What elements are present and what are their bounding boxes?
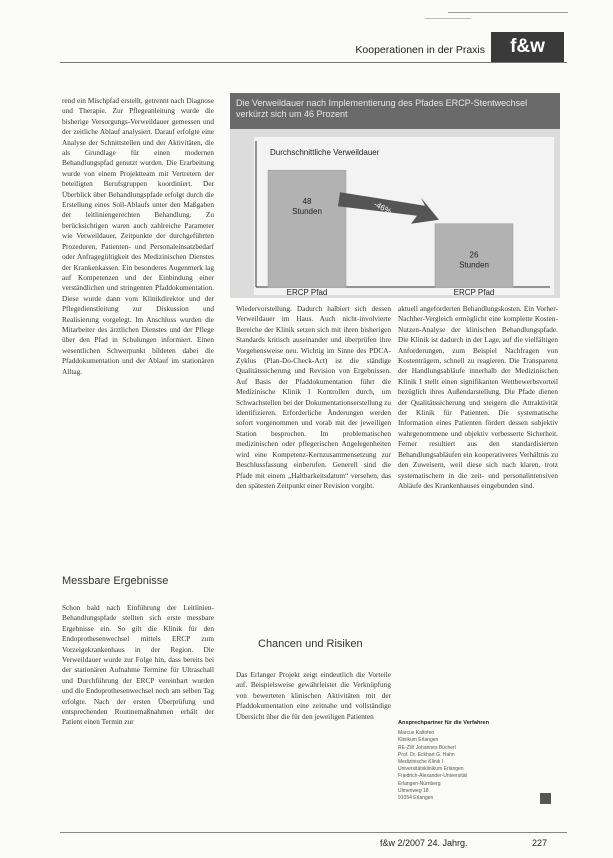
bar-value-label: 48 xyxy=(302,197,312,207)
contact-info-row: Friedrich-Alexander-Universität xyxy=(398,773,467,780)
contact-info-row: RE-ZW Johannes Bücherl xyxy=(398,744,456,751)
contact-info-row: Klinikum Erlangen xyxy=(398,737,439,744)
reduction-label: -46% xyxy=(372,199,394,217)
body-text-column-1-top xyxy=(62,96,214,568)
section-heading-chances: Chancen und Risiken xyxy=(258,638,363,650)
paragraph: Das Erlanger Projekt zeigt eindeutlich die Vorteile auf. Beispielsweise gewährleistet die Verknüpfung von bewerteten klinischen Aktivitäten mit der Pfaddokumentation eine zeitnahe und vollständige Übersicht über die für den jeweiligen Patienten xyxy=(236,670,391,721)
chart-title: Die Verweildauer nach Implementierung des Pfades ERCP-Stentwechsel verkürzt sich um 46 Prozent xyxy=(230,93,560,129)
contact-info-row: Marcus Kaltofen xyxy=(398,730,435,737)
bar-value-unit: Stunden xyxy=(459,260,489,270)
body-text-column-3 xyxy=(398,304,558,644)
section-heading-results: Messbare Ergebnisse xyxy=(62,575,169,587)
length-of-stay-chart xyxy=(230,93,560,298)
paragraph: Wiedervorstellung. Dadurch halbiert sich dessen Verweildauer im Haus. Auch nicht-involvierte Bereiche der Klinik setzen sich mit ihren bisherigen Standards kritisch auseinander und überprüfen ihre Vorgehensweise neu. Wichtig im Sinne des PDCA-Zyklus (Plan-Do-Check-Act) ist die ständige Qualitätssicherung und Revision von Ergebnissen. Auf Basis der Pfaddokumentation führt die Medizinische Klinik I Kontrollen durch, um Schwachstellen bei der Dokumentationserstellung zu identifizieren. Erforderliche Änderungen werden sofort vorgenommen und vorab mit der jeweiligen Station besprochen. Im problematischen medizinischen oder pflegerischen Angelegenheiten wird eine Kompetenz-Kernzusammensetzung zur Beschlussfassung einberufen. Generell sind die Pfade mit einem „Haltbarkeitsdatum“ versehen, das den spätesten Zeitpunkt einer Revision vorgibt. xyxy=(236,304,391,490)
journal-issue: f&w 2/2007 24. Jahrg. xyxy=(380,838,468,848)
paragraph: aktuell angeforderten Behandlungskosten. Ein Vorher-Nachher-Vergleich ermöglicht eine komplette Kosten-Nutzen-Analyse der klinischen Behandlungspfade. Die Klinik ist dadurch in der Lage, auf die vielfältigen Anforderungen, zum Beispiel Nachfragen von Kostenträgern, schnell zu reagieren. Die Transparenz der Handlungsabläufe innerhalb der Medizinischen Klinik I stellt einen signifikanten Wettbewerbsvorteil bezüglich ihres Außendarstellung. Die Pfade dienen der Qualitätssicherung und steigern die Attraktivität der Klinik für Patienten. Die systematische Information eines Patienten fördert dessen subjektiv wahrgenommene und objektiv verbesserte Sicherheit. Ferner resultiert aus den standardisierten Behandlungsabläufen ein kooperativeres Verhältnis zu den Zuweisern, weil diese sich nach klaren, trotz systematischem in die zeit- und personalintensiven Abläufe des Krankenhauses eingebunden sind. xyxy=(398,304,558,490)
header-rule xyxy=(60,62,567,63)
paragraph: Schon bald nach Einführung der Leitlinien-Behandlungspfade stellten sich erste messbare Ergebnisse ein. So gilt die Klinik für den Endoprothesenwechsel mittels ERCP zum Vorzeigekrankenhaus in der Region. Die Verweildauer wurde zur Folge hin, dass bereits bei der stationären Aufnahme Termine für Ultraschall und Durchführung der ERCP vereinbart wurden und die Endoprothesenwechsel noch am selben Tag erfolgte. Nach der ersten Überprüfung und entsprechenden Routinemaßnahmen erhält der Patient einen Termin zur xyxy=(62,603,214,727)
contact-info-row: Prof. Dr. Eckhart G. Hahn xyxy=(398,751,455,758)
bar-value-unit: Stunden xyxy=(292,207,322,217)
contact-info-row: Erlangen-Nürnberg xyxy=(398,780,441,787)
body-text-column-2-top xyxy=(236,304,391,626)
contact-info-row: Medizinische Klinik I xyxy=(398,759,444,766)
bar xyxy=(268,170,346,287)
journal-logo: f&w xyxy=(491,32,564,62)
contact-info-box xyxy=(398,720,518,812)
bar-value-label: 26 xyxy=(469,250,479,260)
chart-subtitle: Durchschnittliche Verweildauer xyxy=(270,148,380,157)
body-text-column-1-bottom xyxy=(62,603,214,811)
contact-info-row: Ulmenweg 18 xyxy=(398,787,429,794)
paragraph: rend ein Mischpfad erstellt, getrennt nach Diagnose und Therapie. Zur Pflegeanleitung wurde die bisherige Versorgungs-Verweildauer gemessen und der zeitliche Ablauf analysiert. Darauf erfolgte eine Analyse der Schnittstellen und der Aktivitäten, die als Grundlage für einen modernen Behandlungspfad genutzt wurden. Die Erarbeitung wurde von einem Projektteam mit Vertretern der beteiligten Berufsgruppen koordiniert. Der Überblick über Behandlungspfade erfolgt durch die Erstellung eines Soll-Ablaufs unter den Maßgaben der leitliniengerechten Behandlung. Zu berücksichtigen waren auch zahlreiche Parameter wie Verweildauer, Zeitpunkte der durchgeführten Prozeduren, Patienten- und Personaleinsatzbedarf oder Anfragegültigkeit des Medizinischen Dienstes der Krankenkassen. Ein besonderes Augenmerk lag auf Kompetenzen und der Einbindung einer verständlichen und stringenten Pfaddokumentation. Diese wurde dann vom Klinikdirektor und der Pflegedienstleitung zur Diskussion und Realisierung vorgelegt. Im Anschluss wurden die Mitarbeiter des ärztlichen Dienstes und der Pflege über den Pfad in Schulungen informiert. Einen wesentlichen Schwerpunkt bildeten dabei die Pfaddokumentation und der Ablauf im stationären Alltag. xyxy=(62,96,214,376)
chart-plot xyxy=(230,129,560,298)
page-number: 227 xyxy=(532,838,548,848)
contact-info-row: 91054 Erlangen xyxy=(398,795,434,802)
body-text-column-2-bottom xyxy=(236,670,391,810)
contact-info-title: Ansprechpartner für die Verfahren xyxy=(398,720,490,726)
x-tick-label: ERCP Pfad xyxy=(286,288,328,297)
x-tick-label: ERCP Pfad xyxy=(453,288,495,297)
section-title: Kooperationen in der Praxis xyxy=(355,44,485,56)
top-rule xyxy=(448,12,568,13)
end-mark-square xyxy=(540,793,551,804)
footer-rule xyxy=(60,832,567,833)
top-rule-short xyxy=(425,18,471,19)
contact-info-row: Universitätsklinikum Erlangen xyxy=(398,766,464,773)
